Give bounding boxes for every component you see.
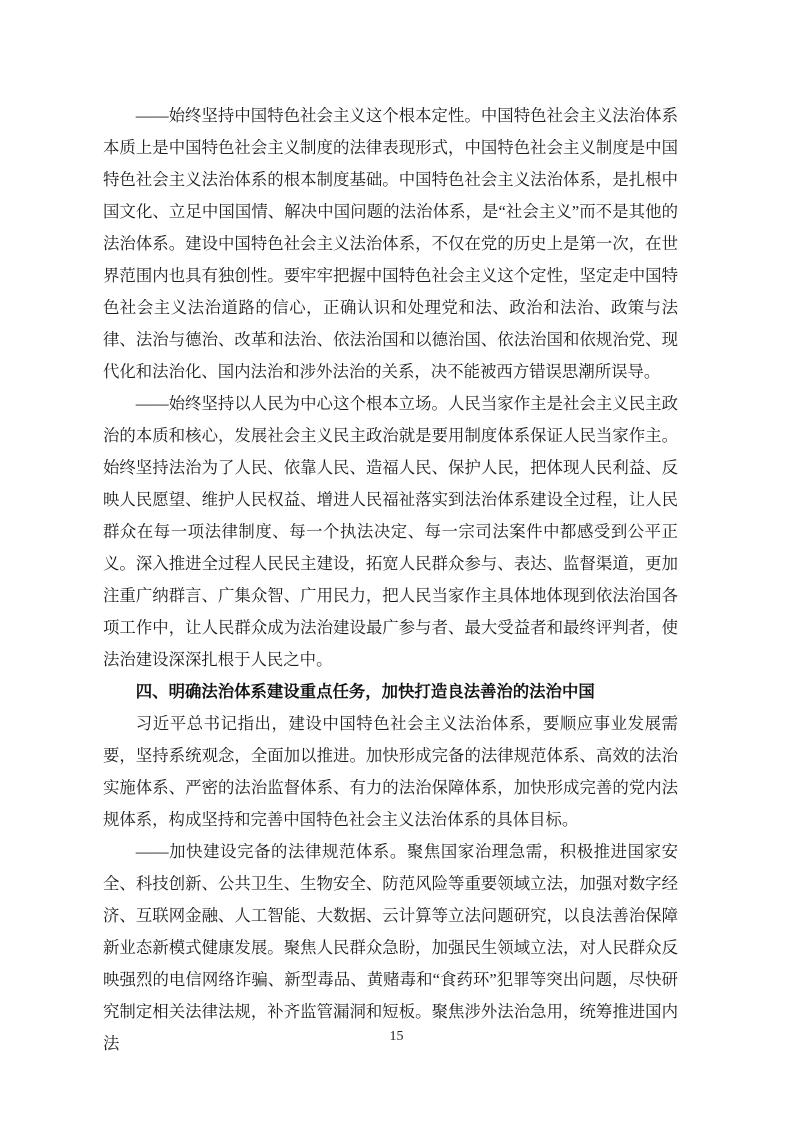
paragraph-system-goals: 习近平总书记指出，建设中国特色社会主义法治体系，要顺应事业发展需要，坚持系统观念，全面加以推进。加快形成完备的法律规范体系、高效的法治实施体系、严密的法治监督体系、有力的法治保障体系，加快形成完善的党内法规体系，构成坚持和完善中国特色社会主义法治体系的具体目标。 [103, 714, 678, 829]
paragraph-people-centered: ——始终坚持以人民为中心这个根本立场。人民当家作主是社会主义民主政治的本质和核心，发展社会主义民主政治就是要用制度体系保证人民当家作主。始终坚持法治为了人民、依靠人民、造福人民、保护人民，把体现人民利益、反映人民愿望、维护人民权益、增进人民福祉落实到法治体系建设全过程，让人民群众在每一项法律制度、每一个执法决定、每一宗司法案件中都感受到公平正义。深入推进全过程人民民主建设，拓宽人民群众参与、表达、监督渠道，更加注重广纳群言、广集众智、广用民力，把人民当家作主具体地体现到依法治国各项工作中，让人民群众成为法治建设最广参与者、最大受益者和最终评判者，使法治建设深深扎根于人民之中。 [103, 394, 678, 669]
page-footer [0, 1028, 793, 1046]
page-number: 15 [389, 1029, 404, 1044]
section-heading-4: 四、明确法治体系建设重点任务，加快打造良法善治的法治中国 [135, 682, 595, 701]
paragraph-socialism-orientation: ——始终坚持中国特色社会主义这个根本定性。中国特色社会主义法治体系本质上是中国特色社会主义制度的法律表现形式，中国特色社会主义制度是中国特色社会主义法治体系的根本制度基础。中国特色社会主义法治体系，是扎根中国文化、立足中国国情、解决中国问题的法治体系，是“社会主义”而不是其他的法治体系。建设中国特色社会主义法治体系，不仅在党的历史上是第一次，在世界范围内也具有独创性。要牢牢把握中国特色社会主义这个定性，坚定走中国特色社会主义法治道路的信心，正确认识和处理党和法、政治和法治、政策与法律、法治与德治、改革和法治、依法治国和以德治国、依法治国和依规治党、现代化和法治化、国内法治和涉外法治的关系，决不能被西方错误思潮所误导。 [103, 106, 678, 381]
document-text-block [103, 100, 678, 1060]
paragraph-legal-norm-system: ——加快建设完备的法律规范体系。聚焦国家治理急需，积极推进国家安全、科技创新、公共卫生、生物安全、防范风险等重要领域立法，加强对数字经济、互联网金融、人工智能、大数据、云计算等立法问题研究，以良法善治保障新业态新模式健康发展。聚焦人民群众急盼，加强民生领域立法，对人民群众反映强烈的电信网络诈骗、新型毒品、黄赌毒和“食药环”犯罪等突出问题，尽快研究制定相关法律法规，补齐监管漏洞和短板。聚焦涉外法治急用，统筹推进国内法 [103, 842, 678, 1053]
